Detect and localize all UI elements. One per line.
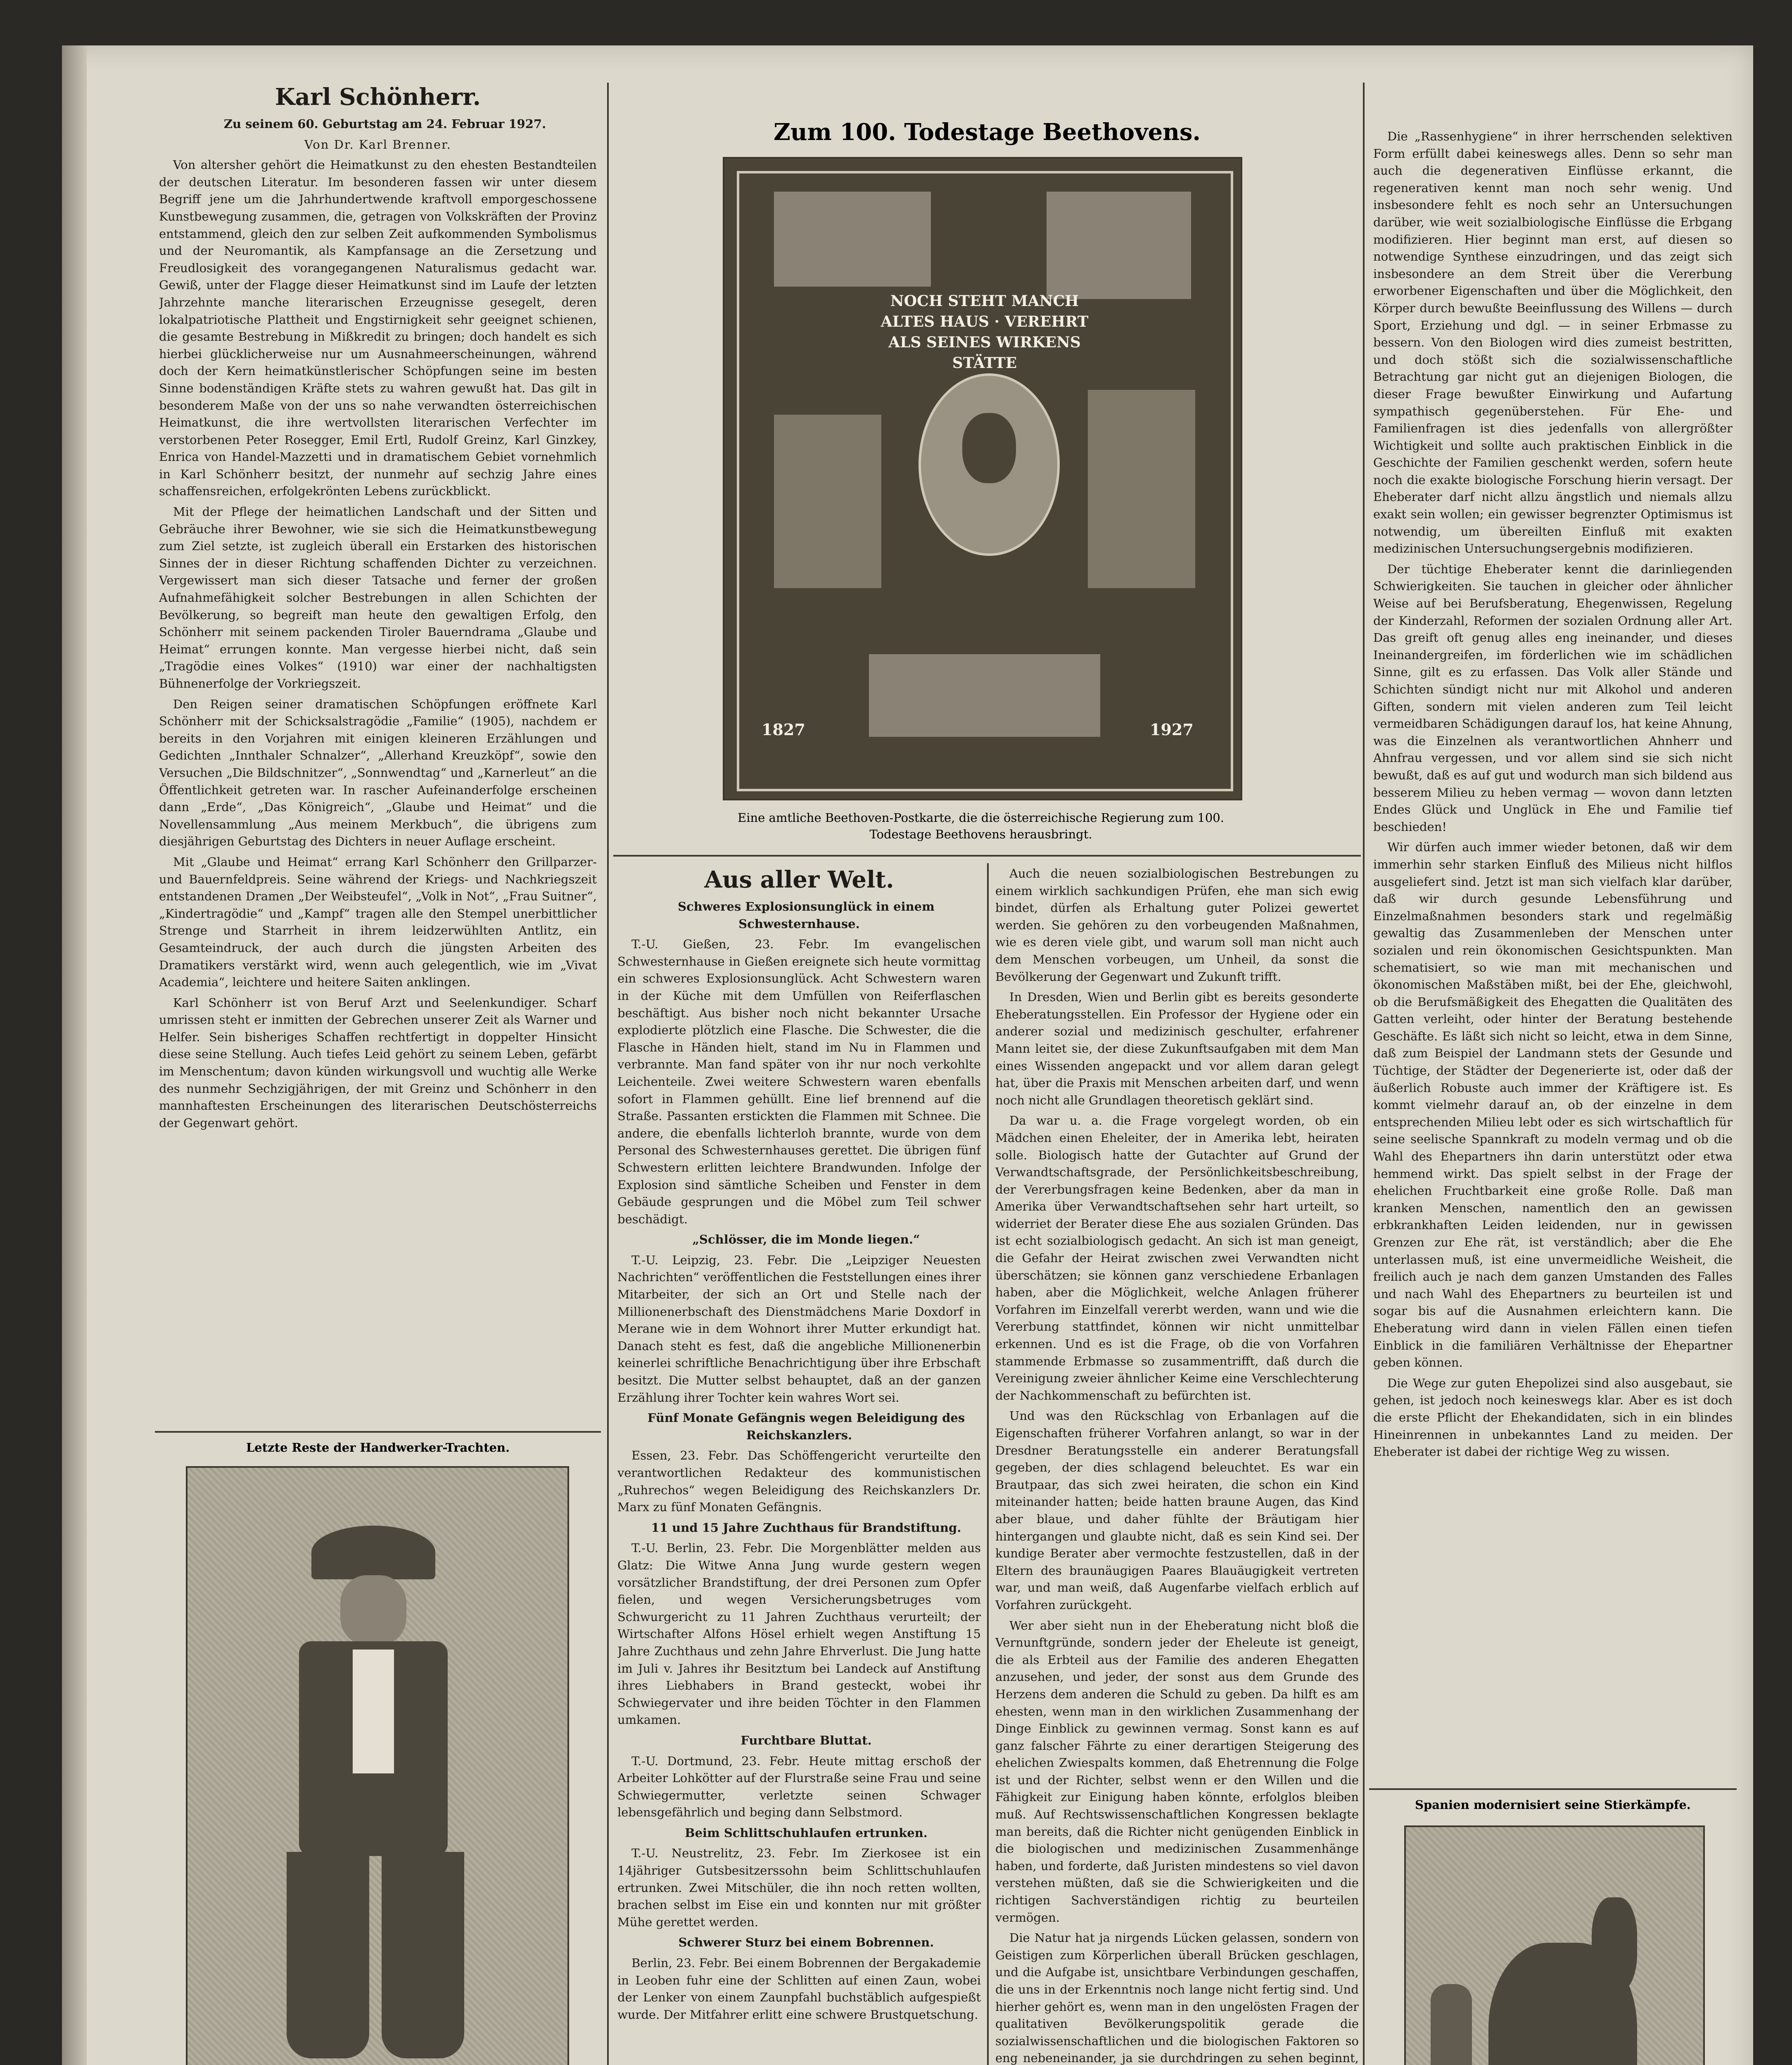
paragraph: Karl Schönherr ist von Beruf Arzt und Seelenkundiger. Scharf umrissen steht er inmitten der Gebrechen unserer Zeit als Warner und Helfer. Sein bisheriges Schaffen rechtfertigt in doppelter Hinsicht diese seine Stellung. Auch tiefes Leid gehört zu seinem Leben, gefärbt im Menschentum; davon künden wirkungsvoll und wuchtig alle Werke des nunmehr Sechzigjährigen, der mit Greinz und Schönherr in den mannhaftesten Erscheinungen des literarischen Deutschösterreichs der Gegenwart gehört. [159,995,597,1130]
news-headline: Furchtbare Bluttat. [741,1733,872,1747]
article-byline: Von Dr. Karl Brenner. [304,137,452,152]
section-title-aus-aller-welt: Aus aller Welt. [704,866,894,893]
divider [1369,1788,1737,1790]
left-trouser-shape [287,1852,369,2058]
shirt-shape [353,1650,394,1773]
paragraph: Die „Rassenhygiene“ in ihrer herrschenden selektiven Form erfüllt dabei keineswegs alles. Denn so sehr man auch die degenerativen Einflüsse erkannt, die regenerativen kennt man noch sehr wenig. Und insbesondere fehlt es noch sehr an Untersuchungen darüber, wie weit sozialbiologische Einflüsse die Erbgang modifizieren. Hier beginnt man erst, auf diesen so notwendige Synthese einzudringen, und das zeigt sich insbesondere an dem Streit über die Vererbung erworbener Eigenschaften und über die Möglichkeit, den Körper durch bewußte Beeinflussung des Willens — durch Sport, Erziehung und dgl. — in seiner Erbmasse zu bessern. Von den Biologen wird dies zumeist bestritten, und doch stößt sich die sozialwissenschaftliche Betrachtung gar nicht gut an diejenigen Biologen, die dieser Frage bewußter Einwirkung und Aufartung sympathisch gegenüberstehen. Für Ehe- und Familienfragen ist dies jedenfalls von allergrößter Wichtigkeit und sollte auch praktischen Einblick in die Geschichte der Familien geschenkt werden, sofern heute noch die exakte biologische Forschung hierin versagt. Der Eheberater darf nicht allzu ängstlich und niemals allzu exakt sein wollen; ein gewisser begrenzter Optimismus ist notwendig, um übereilten Einfluß mit exakten medizinischen Untersuchungsergebnis modifizieren. [1373,129,1733,556]
right-column [1373,128,1733,1780]
news-headline: Beim Schlittschuhlaufen ertrunken. [685,1825,928,1840]
postcard-year-right: 1927 [1150,720,1194,739]
divider [613,855,1361,857]
news-text: Berlin, 23. Febr. Bei einem Bobrennen der Bergakademie in Leoben fuhr eine der Schlitten auf einen Zaun, wobei der Lenker von einem Zaunpfahl buchstäblich aufgespießt wurde. Der Mitfahrer erlitt eine schwere Brustquetschung. [617,1956,981,2022]
paragraph: Mit der Pflege der heimatlichen Landschaft und der Sitten und Gebräuche ihrer Bewohner, wie sie sich die Heimatkunstbewegung zum Ziel setzte, ist zugleich überall ein Erstarken des historischen Sinnes der in dieser Richtung schaffenden Dichter zu verzeichnen. Vergewissert man sich dieser Tatsache und ferner der großen Aufnahmefähigkeit solcher Bestrebungen in allen Schichten der Bevölkerung, so begreift man heute den gewaltigen Erfolg, den Schönherr mit seinem packenden Tiroler Bauerndrama „Glaube und Heimat“ errungen konnte. Man vergesse hierbei nicht, daß sein „Tragödie eines Volkes“ (1910) war einer der nachhaltigsten Bühnenerfolge der Vorkriegszeit. [159,505,597,691]
news-text: T.-U. Leipzig, 23. Febr. Die „Leipziger Neuesten Nachrichten“ veröffentlichen die Feststellungen eines ihrer Mitarbeiter, der sich an Ort und Stelle nach der Millionenerbschaft des Dienstmädchens Marie Doxdorf in Merane wie in dem Wohnort ihrer Mutter erkundigt hat. Danach steht es fest, daß die angebliche Millionenerbin keinerlei schriftliche Benachrichtigung über ihre Erbschaft besitzt. Die Mutter selbst behauptet, daß an der ganzen Erzählung ihrer Tochter kein wahres Wort sei. [617,1253,981,1405]
postcard-motto: NOCH STEHT MANCH ALTES HAUS · VEREHRT ALS SEINES WIRKENS STÄTTE [881,292,1089,372]
house-vignette [774,192,931,287]
beethoven-postcard [723,157,1242,800]
paragraph: Da war u. a. die Frage vorgelegt worden, ob ein Mädchen einen Eheleiter, der in Amerika lebt, heiraten solle. Biologisch hatte der Gutachter auf Grund der Verwandtschaftsgrade, der Persönlichkeitsbeschreibung, der Vererbungsfragen keine Bedenken, aber da man in Amerika über Verwandtschaftsehen sehr hart urteilt, so widerriet der Berater diese Ehe aus sozialen Gründen. Das ist echt sozialbiologisch gedacht. An sich ist man geneigt, die Gefahr der Heirat zwischen zwei Verwandten nicht überschätzen; sie können ganz verschiedene Erbanlagen haben, aber die Möglichkeit, welche Anlagen früherer Vorfahren im Einzelfall vererbt werden, wann und wie die Vererbung stattfindet, können wir nicht unmittelbar erkennen. Und es ist die Frage, ob die von Vorfahren stammende Erbmasse so zusammentrifft, daß durch die Vereinigung zweier ähnlicher Keime eine Verschlechterung der Nachkommenschaft zu befürchten ist. [995,1113,1359,1403]
center-right-column [995,865,1359,2065]
face-shape [340,1575,406,1645]
house-vignette [1088,390,1195,588]
news-text: T.-U. Dortmund, 23. Febr. Heute mittag erschoß der Arbeiter Lohkötter auf der Flurstraße seine Frau und seine Schwiegermutter, verletzte seinen Schwager lebensgefährlich und beging dann Selbstmord. [617,1754,981,1820]
paragraph: Die Wege zur guten Ehepolizei sind also ausgebaut, sie gehen, ist jedoch noch keineswegs klar. Aber es ist doch die erste Pflicht der Ehekandidaten, sich in ein blindes Hineinrennen in unbekanntes Land zu meiden. Der Eheberater ist dabei der richtige Weg zu wissen. [1373,1376,1733,1459]
divider [155,1431,601,1433]
beethoven-portrait [919,373,1060,556]
news-headline: 11 und 15 Jahre Zuchthaus für Brandstiftung. [651,1520,961,1535]
paragraph: Wer aber sieht nun in der Eheberatung nicht bloß die Vernunftgründe, sondern jeder der Eheleute ist geneigt, die als Erbteil aus der Familie des anderen Ehegatten anzusehen, und jeder, der sonst aus dem Grunde des Herzens dem anderen die Schuld zu geben. Da hilft es am ehesten, wenn man in den wirklichen Zusammenhang der Dinge Einblick zu gewinnen vermag. Sonst kann es auf ganz falscher Fährte zu einer derartigen Steigerung des ehelichen Zwiespalts kommen, daß Ehetrennung die Folge ist und der Richter, selbst wenn er den Willen und die Fähigkeit zur Einigung haben könnte, erfolglos bleiben muß. Auf Rechtswissenschaftlichen Kongressen beklagte man bereits, daß die Richter nicht genügenden Einblick in die biologischen und medizinischen Zusammenhänge haben, und forderte, daß Juristen mindestens so viel davon verstehen müßten, daß sie die Schwierigkeiten und die richtigen Sachverständigen richtig zu beurteilen vermögen. [995,1618,1359,1925]
paragraph: Den Reigen seiner dramatischen Schöpfungen eröffnete Karl Schönherr mit der Schicksalstragödie „Familie“ (1905), nachdem er bereits in den Vorjahren mit einigen kleineren Erzählungen und Gedichten „Innthaler Schnalzer“, „Allerhand Kreuzköpf“, sowie den Versuchen „Die Bildschnitzer“, „Sonnwendtag“ und „Karnerleut“ an die Öffentlichkeit getreten war. In rascher Aufeinanderfolge erscheinen dann „Erde“, „Das Königreich“, „Glaube und Heimat“ und die Novellensammlung „Aus meinem Merkbuch“, die übrigens zum diesjährigen Geburtstag des Dichters in neuer Auflage erscheint. [159,697,597,849]
postcard-year-left: 1827 [762,720,805,739]
column-divider [987,863,989,2065]
news-text: T.-U. Neustrelitz, 23. Febr. Im Zierkosee ist ein 14jähriger Gutsbesitzerssohn beim Schlittschuhlaufen ertrunken. Zwei Mitschüler, die ihn noch retten wollten, brachen selbst im Eise ein und konnten nur mit größter Mühe gerettet werden. [617,1846,981,1929]
handler-shape [1431,1984,1472,2065]
column-divider [607,83,609,2065]
hat-shape [311,1526,435,1579]
picture-heading: Spanien modernisiert seine Stierkämpfe. [1415,1798,1691,1812]
paragraph: Von altersher gehört die Heimatkunst zu den ehesten Bestandteilen der deutschen Literatur. Im besonderen fassen wir unter diesem Begriff jene um die Jahrhundertwende kraftvoll emporgeschossene Kunstbewegung zusammen, die, getragen von Volkskräften der Provinz entstammend, gleich den zur selben Zeit aufkommenden Symbolismus und der Neuromantik, als Kampfansage an die Zersetzung und Freudlosigkeit des vorangegangenen Naturalismus gedacht war. Gewiß, unter der Flagge dieser Heimatkunst sind im Laufe der letzten Jahrzehnte manche literarischen Erzeugnisse gesegelt, deren lokalpatriotische Plattheit und Engstirnigkeit sehr geeignet schienen, die gesamte Bestrebung in Mißkredit zu bringen; doch handelt es sich hierbei glücklicherweise nur um Ausnahmeerscheinungen, während doch der Kern heimatkünstlerischer Schöpfungen seine im besten Sinne bodenständigen Kräfte stets zu wahren gewußt hat. Das gilt in besonderem Maße von der uns so nahe verwandten österreichischen Heimatkunst, die ihre wertvollsten literarischen Verfechter im verstorbenen Peter Rosegger, Emil Ertl, Rudolf Greinz, Karl Ginzkey, Enrica von Handel-Mazzetti und in dramatischem Gebiet vornehmlich in Karl Schönherr besitzt, der nunmehr auf sechzig Jahre eines schaffensreichen, erfolgekrönten Lebens zurückblickt. [159,158,597,498]
paragraph: Mit „Glaube und Heimat“ errang Karl Schönherr den Grillparzer- und Bauernfeldpreis. Seine während der Kriegs- und Nachkriegszeit entstandenen Dramen „Der Weibsteufel“, „Volk in Not“, „Frau Suitner“, „Kindertragödie“ und „Kampf“ tragen alle den Stempel unerbittlicher Strenge und Starrheit in ihrem leidzerwühlten Antlitz, ein Gesamteindruck, der auch durch die jüngsten Arbeiten des Dramatikers verstärkt wird, wenn auch gelegentlich, wie im „Vivat Academia“, leichtere und heitere Saiten anklingen. [159,854,597,990]
house-vignette [869,654,1100,737]
news-headline: Schweres Explosionsunglück in einem Schwesternhause. [678,900,935,931]
paragraph: Wir dürfen auch immer wieder betonen, daß wir dem immerhin sehr starken Einfluß des Milieus nicht hilflos ausgeliefert sind. Jetzt ist man sich vielfach klar darüber, daß wir durch gesunde Lebensführung und Einzelmaßnahmen besonders stark und regelmäßig gewaltig das Zusammenleben der Menschen unter sozialen und rein ökonomischen Gesichtspunkten. Man schematisiert, so wie man mit mechanischen und ökonomischen Maßstäben mißt, bei der Ehe, gleichwohl, ob die Berufsmäßigkeit des Ehegatten die Qualitäten des Gatten verleiht, oder hinter der Beratung bestehende Geschäfte. Es läßt sich nicht so leicht, etwa in dem Sinne, daß zum Beispiel der Landmann stets der Gesunde und Tüchtige, der Städter der Degenerierte ist, oder daß der äußerlich Robuste auch immer der Kräftigere ist. Es kommt vielmehr darauf an, ob der einzelne in dem entsprechenden Milieu lebt oder es sich wirtschaftlich für seine seelische Spannkraft zu modeln vermag und ob die Wahl des Ehepartners ihn darin unterstützt oder etwa hemmend wirkt. Das spielt selbst in der Frage der ehelichen Fruchtbarkeit eine große Rolle. Daß man kranken Menschen, namentlich den an gewissen erbkrankhaften Leiden leidenden, nur in gewissen Grenzen zur Ehe rät, ist verständlich; aber die Ehe unterlassen muß, ist eine unvermeidliche Weisheit, die freilich auch je nach dem ganzen Umstanden des Falles und nach Wahl des Ehepartners zu beurteilen ist und sogar bis auf die Ausnahmen erleichtern kann. Die Eheberatung wird dann in vielen Fällen einen tiefen Einblick in die familiären Verhältnisse der Ehepartner geben können. [1373,840,1733,1370]
beethoven-title: Zum 100. Todestage Beethovens. [773,119,1201,146]
news-text: Essen, 23. Febr. Das Schöffengericht verurteilte den verantwortlichen Redakteur des kommunistischen „Ruhrechos“ wegen Beleidigung des Reichskanzlers Dr. Marx zu fünf Monaten Gefängnis. [617,1448,981,1514]
news-headline: Schwerer Sturz bei einem Bobrennen. [678,1935,934,1950]
house-vignette [774,415,881,588]
paragraph: Der tüchtige Eheberater kennt die darinliegenden Schwierigkeiten. Sie tauchen in gleicher oder ähnlicher Weise auf bei Berufsberatung, Ehegenwissen, Regelung der Kinderzahl, Reformen der sozialen Ordnung aller Art. Das greift oft genug alles eng ineinander, und dieses Ineinandergreifen, im förderlichen wie im schädlichen Sinne, gilt es zu erfassen. Das Volk aller Stände und Schichten sündigt nicht nur mit Alkohol und anderen Giften, sondern mit vielen anderen zum Teil leicht vermeidbaren Schädigungen darauf los, hat keine Ahnung, was die Einzelnen als verantwortlichen Ahnherr und Ahnfrau vergessen, und vor allem sind sie sich nicht bewußt, daß es auf gut und wodurch man sich bildend aus besserem Milieu zu heben vermag — wovon dann letzten Endes Glück und Unglück in Ehe und Familie tief beschieden! [1373,562,1733,834]
news-text: T.-U. Gießen, 23. Febr. Im evangelischen Schwesternhause in Gießen ereignete sich heute vormittag ein schweres Explosionsunglück. Acht Schwestern waren in der Küche mit dem Umfüllen von Reiferflaschen beschäftigt. Aus bisher noch nicht bekannter Ursache explodierte plötzlich eine Flasche. Die Schwester, die die Flasche in Händen hielt, stand im Nu in Flammen und verbrannte. Man fand später von ihr nur noch verkohlte Leichenteile. Zwei weitere Schwestern waren ebenfalls sofort in Flammen gehüllt. Eine lief brennend auf die Straße. Passanten erstickten die Flammen mit Schnee. Die andere, die ebenfalls lichterloh brannte, wurde von dem Personal des Schwesternhauses gerettet. Die übrigen fünf Schwestern erlitten leichtere Brandwunden. Infolge der Explosion sind sämtliche Scheiben und Fenster in dem Gebäude gesprungen und die Möbel zum Teil schwer beschädigt. [617,937,981,1226]
paragraph: Auch die neuen sozialbiologischen Bestrebungen zu einem wirklich sachkundigen Prüfen, ehe man sich ewig bindet, dürfen als Erhaltung guter Polizei gewertet werden. Sie gehören zu den vorbeugenden Maßnahmen, wie es deren viele gibt, und warum soll man nicht auch dem Menschen vorbeugen, um Unheil, da sonst die Bevölkerung der Gegenwart und Zukunft trifft. [995,866,1359,984]
paragraph: Die Natur hat ja nirgends Lücken gelassen, sondern von Geistigen zum Körperlichen überall Brücken geschlagen, und die Aufgabe ist, unsichtbare Verbindungen geschaffen, die uns in der Erkenntnis noch lange nicht fertig sind. Und hierher gehört es, wenn man in den ungelösten Fragen der qualitativen Bevölkerungspolitik gerade die sozialwissenschaftlichen und die biologischen Faktoren so eng nebeneinander, ja sie durchdringen zu sehen beginnt, [995,1931,1359,2065]
news-headline: Fünf Monate Gefängnis wegen Beleidigung des Reichskanzlers. [647,1411,965,1442]
carpenter-photo [186,1466,569,2065]
paragraph: Und was den Rückschlag von Erbanlagen auf die Eigenschaften früherer Vorfahren anlangt, so war in der Dresdner Beratungsstelle ein anderer Beratungsfall gegeben, der dies schlagend beleuchtet. Es war ein Brautpaar, das sich zwei heiraten, die schon ein Kind miteinander hatten; beide hatten braune Augen, das Kind aber blaue, und daher fühlte der Bräutigam hier hintergangen und glaubte nicht, daß es sein Kind sei. Der kundige Berater aber vermochte festzustellen, daß in der Eltern des braunäugigen Paares Blauäugigkeit vertreten war, und man weiß, daß Augenfarbe vielfach erblich auf Vorfahren zurückgeht. [995,1409,1359,1612]
armored-horse-photo [1404,1825,1705,2065]
left-column [159,83,597,1425]
column-divider [1363,83,1365,2065]
article-title-schoenherr: Karl Schönherr. [275,83,481,111]
postcard-caption: Eine amtliche Beethoven-Postkarte, die die österreichische Regierung zum 100. Todestage Beethovens herausbringt. [738,811,1224,841]
portrait-face [962,413,1016,483]
paragraph: In Dresden, Wien und Berlin gibt es bereits gesonderte Eheberatungsstellen. Ein Professor der Hygiene oder ein anderer sozial und medizinisch geschulter, erfahrener Mann leitet sie, der diese Zukunftsaufgaben mit dem Man eines Wissenden angepackt und vor allem daran gelegt hat, über die Praxis mit Menschen arbeiten darf, und wenn noch nicht alle Grundlagen theoretisch geklärt sind. [995,990,1359,1107]
aus-aller-welt-column [617,865,981,2065]
news-text: T.-U. Berlin, 23. Febr. Die Morgenblätter melden aus Glatz: Die Witwe Anna Jung wurde gestern wegen vorsätzlicher Brandstiftung, der drei Personen zum Opfer fielen, und wegen Versicherungsbetruges vom Schwurgericht zu 11 Jahren Zuchthaus verurteilt; der Wirtschafter Alfons Hösel erhielt wegen Anstiftung 15 Jahre Zuchthaus und zehn Jahre Ehrverlust. Die Jung hatte im Juli v. Jahres ihr Besitztum bei Landeck auf Anstiftung ihres Liebhabers in Brand gesteckt, wobei ihr Schwiegervater und ihre beiden Töchter in den Flammen umkamen. [617,1541,981,1727]
page-binding [62,45,87,2065]
newspaper-page [62,45,1753,2065]
article-subtitle: Zu seinem 60. Geburtstag am 24. Februar 1927. [223,117,546,131]
picture-heading: Letzte Reste der Handwerker-Trachten. [246,1441,510,1455]
horse-head-shape [1592,1897,1637,1992]
house-vignette [1047,192,1191,299]
right-trouser-shape [382,1852,464,2058]
news-headline: „Schlösser, die im Monde liegen.“ [692,1232,920,1247]
